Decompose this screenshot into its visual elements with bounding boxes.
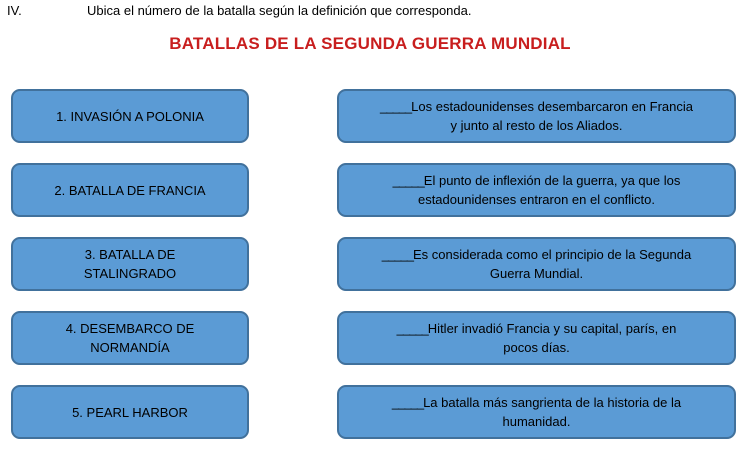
battle-label: 2. BATALLA DE FRANCIA: [54, 182, 206, 198]
definition-box-1: [337, 89, 736, 143]
answer-blank[interactable]: _____: [381, 247, 413, 262]
answer-blank[interactable]: _____: [380, 99, 412, 114]
definition-line: Es considerada como el principio de la Segunda: [412, 247, 692, 262]
definition-box-5: [337, 385, 736, 439]
answer-blank[interactable]: _____: [396, 321, 428, 336]
definition-line: Los estadounidenses desembarcaron en Francia: [411, 99, 693, 114]
definition-line: y junto al resto de los Aliados.: [450, 118, 623, 133]
definition-line: Guerra Mundial.: [489, 266, 584, 281]
battle-box-1: [11, 89, 249, 143]
battle-label: 3. BATALLA DE STALINGRADO: [83, 247, 177, 281]
battle-box-5: [11, 385, 249, 439]
definition-line: El punto de inflexión de la guerra, ya que los: [423, 173, 681, 188]
answer-blank[interactable]: _____: [391, 395, 424, 410]
answer-blank[interactable]: _____: [392, 173, 424, 188]
battle-box-3: [11, 237, 249, 291]
definition-line: pocos días.: [503, 340, 570, 355]
page-title: BATALLAS DE LA SEGUNDA GUERRA MUNDIAL: [169, 34, 571, 53]
battle-box-2: [11, 163, 249, 217]
definition-line: estadounidenses entraron en el conflicto.: [417, 192, 656, 207]
battle-label: 4. DESEMBARCO DE NORMANDÍA: [65, 321, 195, 355]
instruction: [7, 3, 471, 18]
instruction-text: Ubica el número de la batalla según la definición que corresponda.: [87, 3, 472, 18]
definition-line: Hitler invadió Francia y su capital, parís, en: [427, 321, 677, 336]
definition-box-3: [337, 237, 736, 291]
battle-label: 5. PEARL HARBOR: [72, 404, 188, 420]
instruction-number: IV.: [7, 3, 22, 18]
definition-line: humanidad.: [502, 414, 571, 429]
battle-label: 1. INVASIÓN A POLONIA: [56, 108, 204, 124]
definition-box-4: [337, 311, 736, 365]
battle-box-4: [11, 311, 249, 365]
definition-box-2: [337, 163, 736, 217]
definition-line: La batalla más sangrienta de la historia de la: [423, 395, 682, 410]
